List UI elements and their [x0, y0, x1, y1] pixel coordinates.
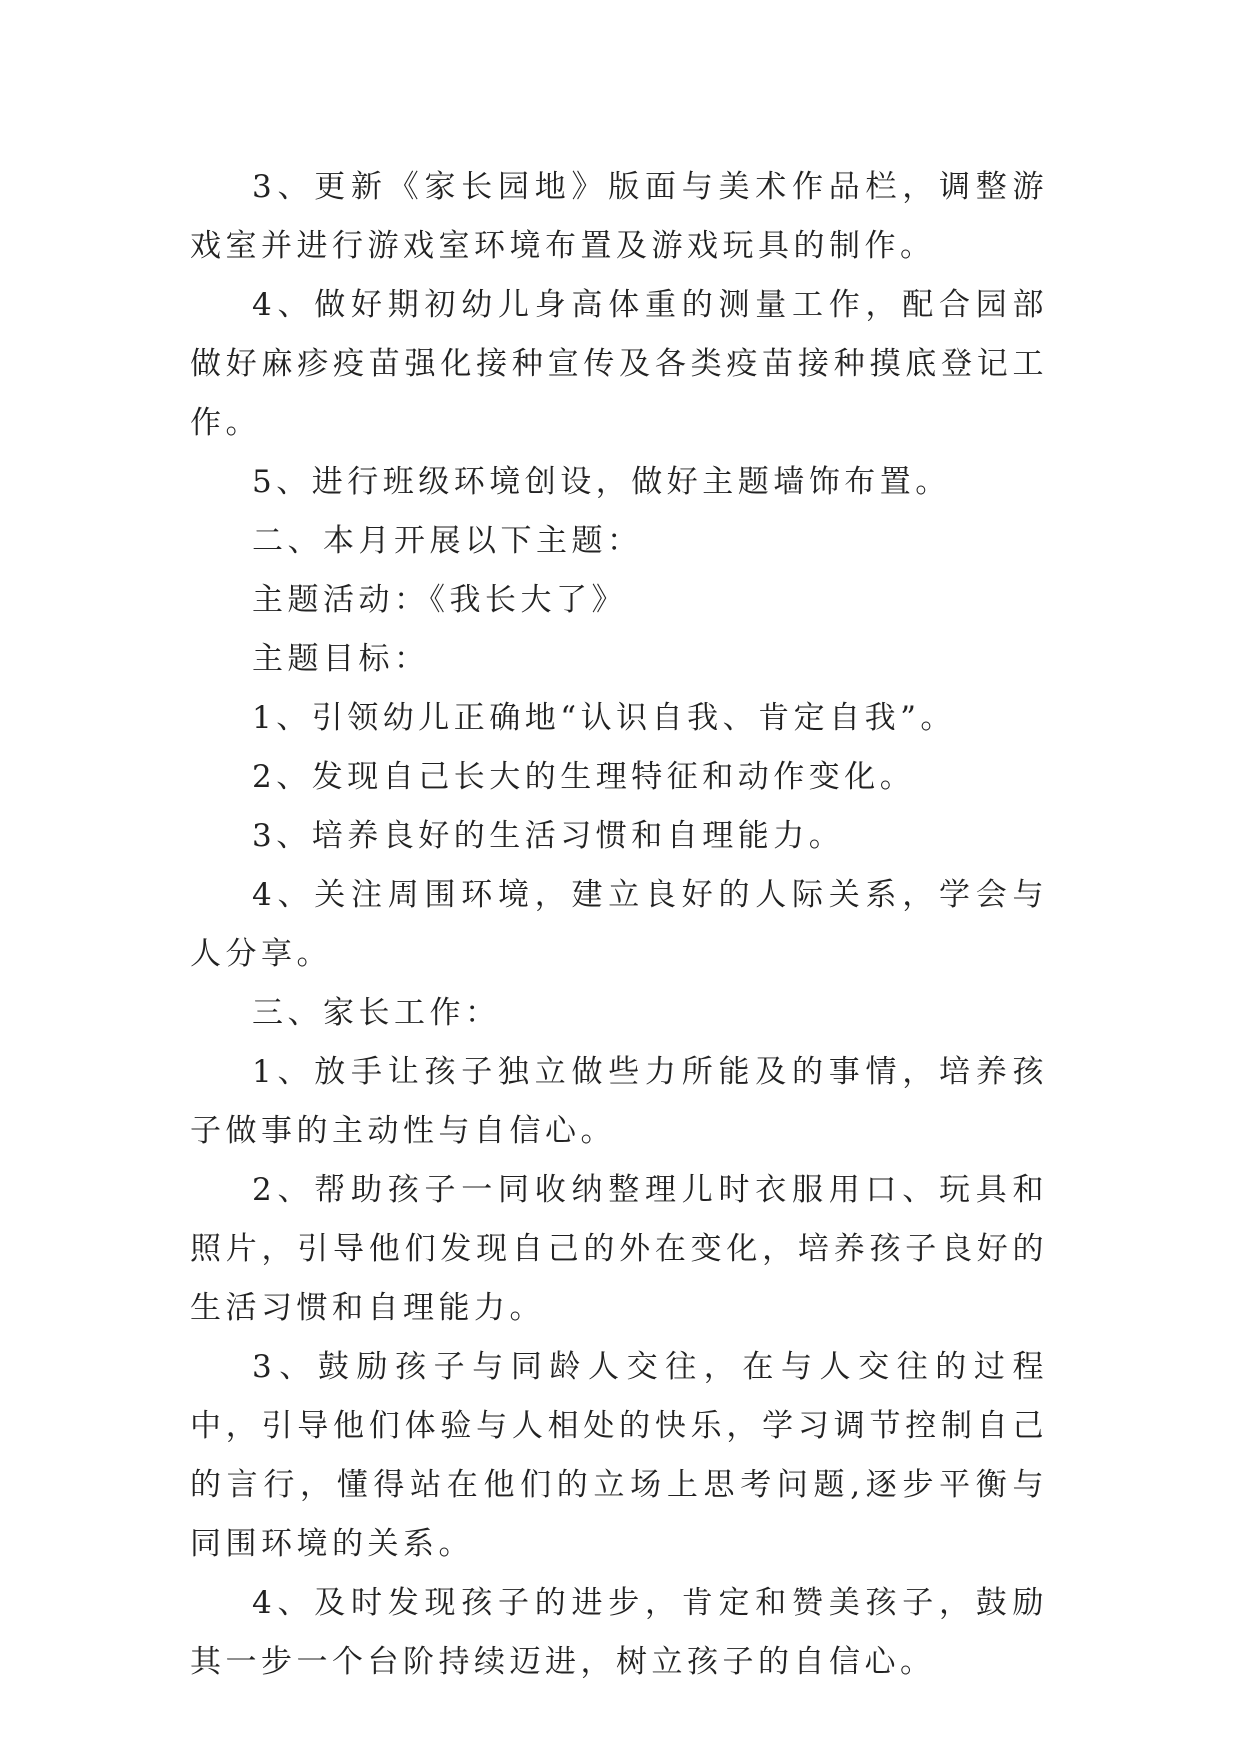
theme-goal-2: 2、发现自己长大的生理特征和动作变化。 — [252, 759, 916, 795]
parent-work-4: 4、及时发现孩子的进步，肯定和赞美孩子，鼓励其一步一个台阶持续迈进，树立孩子的自信心。 — [190, 1585, 1048, 1680]
theme-goal-3: 3、培养良好的生活习惯和自理能力。 — [252, 818, 845, 854]
paragraph-measurement-work: 4、做好期初幼儿身高体重的测量工作，配合园部做好麻疹疫苗强化接种宣传及各类疫苗接种摸底登记工作。 — [190, 287, 1048, 441]
section-heading-parent-work: 三、家长工作： — [252, 995, 501, 1031]
document-body — [190, 158, 1048, 1692]
parent-work-2: 2、帮助孩子一同收纳整理儿时衣服用口、玩具和照片，引导他们发现自己的外在变化，培养孩子良好的生活习惯和自理能力。 — [190, 1172, 1048, 1326]
theme-activity-title: 主题活动：《我长大了》 — [252, 582, 627, 618]
theme-goal-1: 1、引领幼儿正确地“认识自我、肯定自我”。 — [252, 700, 956, 736]
section-heading-themes: 二、本月开展以下主题： — [252, 523, 643, 559]
theme-goals-heading: 主题目标： — [252, 641, 430, 677]
parent-work-3: 3、鼓励孩子与同龄人交往，在与人交往的过程中，引导他们体验与人相处的快乐，学习调节控制自己的言行，懂得站在他们的立场上思考问题,逐步平衡与同围环境的关系。 — [190, 1349, 1048, 1562]
paragraph-class-environment: 5、进行班级环境创设，做好主题墙饰布置。 — [252, 464, 951, 500]
theme-goal-4: 4、关注周围环境，建立良好的人际关系，学会与人分享。 — [190, 877, 1048, 972]
paragraph-update-parent-garden: 3、更新《家长园地》版面与美术作品栏，调整游戏室并进行游戏室环境布置及游戏玩具的制作。 — [190, 169, 1048, 264]
parent-work-1: 1、放手让孩子独立做些力所能及的事情，培养孩子做事的主动性与自信心。 — [190, 1054, 1048, 1149]
